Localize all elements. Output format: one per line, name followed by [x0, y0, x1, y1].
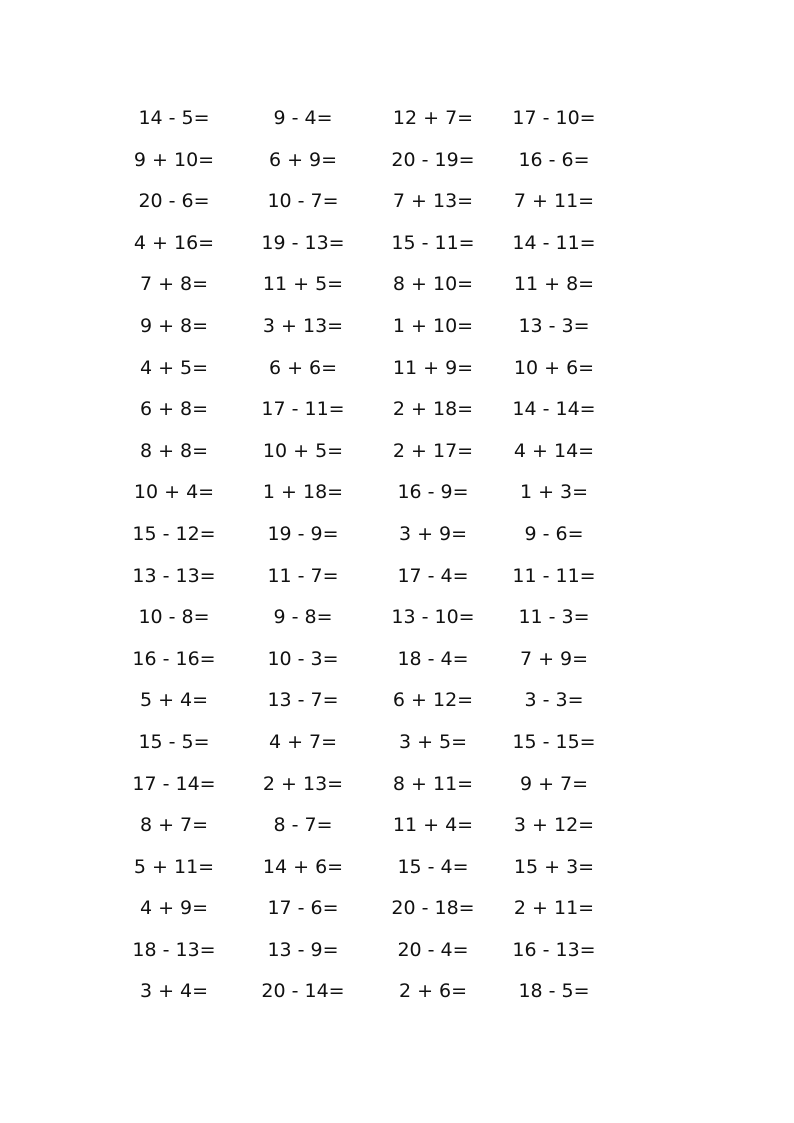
- math-problem: 3 + 5=: [398, 730, 468, 753]
- math-problem: 1 + 18=: [262, 481, 344, 504]
- math-problem: 11 - 7=: [267, 564, 339, 587]
- math-problem: 11 + 4=: [392, 814, 474, 837]
- math-problem: 2 + 6=: [398, 980, 468, 1003]
- math-problem: 11 - 3=: [518, 606, 590, 629]
- math-problem: 9 + 10=: [133, 148, 215, 171]
- math-problem: 17 - 4=: [397, 564, 469, 587]
- math-problem: 3 + 13=: [262, 314, 344, 337]
- math-problem: 16 - 16=: [132, 647, 216, 670]
- math-problem: 16 - 9=: [397, 481, 469, 504]
- math-problem: 18 - 4=: [397, 647, 469, 670]
- math-problem: 13 - 13=: [132, 564, 216, 587]
- math-problem: 15 - 11=: [391, 231, 475, 254]
- math-problem: 8 + 8=: [139, 439, 209, 462]
- math-problem: 17 - 14=: [132, 772, 216, 795]
- math-problem: 2 + 18=: [392, 398, 474, 421]
- math-problem: 14 - 11=: [512, 231, 596, 254]
- math-problem: 2 + 11=: [513, 897, 595, 920]
- math-problem: 1 + 10=: [392, 314, 474, 337]
- math-problem: 14 - 14=: [512, 398, 596, 421]
- math-problem: 4 + 7=: [268, 730, 338, 753]
- math-problem: 11 + 8=: [513, 273, 595, 296]
- math-problem: 7 + 8=: [139, 273, 209, 296]
- math-problem: 3 + 9=: [398, 522, 468, 545]
- math-problem: 9 - 4=: [273, 107, 333, 129]
- math-problem: 7 + 9=: [519, 647, 589, 670]
- math-problem: 14 - 5=: [138, 107, 210, 129]
- math-problem: 6 + 12=: [392, 689, 474, 712]
- math-problem: 15 - 12=: [132, 522, 216, 545]
- math-problem: 3 + 4=: [139, 980, 209, 1003]
- math-problem: 4 + 5=: [139, 356, 209, 379]
- arithmetic-problem-grid: [110, 98, 610, 1013]
- math-problem: 10 - 3=: [267, 647, 339, 670]
- math-problem: 18 - 5=: [518, 980, 590, 1003]
- math-problem: 8 - 7=: [273, 814, 333, 837]
- math-problem: 1 + 3=: [519, 481, 589, 504]
- math-problem: 10 - 8=: [138, 606, 210, 629]
- math-problem: 5 + 11=: [133, 855, 215, 878]
- math-problem: 15 - 4=: [397, 855, 469, 878]
- math-problem: 15 + 3=: [513, 855, 595, 878]
- math-problem: 20 - 19=: [391, 148, 475, 171]
- math-problem: 4 + 14=: [513, 439, 595, 462]
- math-problem: 10 + 5=: [262, 439, 344, 462]
- math-problem: 3 + 12=: [513, 814, 595, 837]
- math-problem: 10 + 4=: [133, 481, 215, 504]
- math-problem: 13 - 9=: [267, 938, 339, 961]
- math-problem: 7 + 13=: [392, 190, 474, 213]
- math-problem: 15 - 15=: [512, 730, 596, 753]
- math-problem: 15 - 5=: [138, 730, 210, 753]
- math-problem: 4 + 16=: [133, 231, 215, 254]
- math-problem: 6 + 6=: [268, 356, 338, 379]
- math-problem: 6 + 8=: [139, 398, 209, 421]
- math-problem: 13 - 7=: [267, 689, 339, 712]
- math-problem: 13 - 3=: [518, 314, 590, 337]
- math-problem: 10 - 7=: [267, 190, 339, 213]
- math-problem: 14 + 6=: [262, 855, 344, 878]
- math-problem: 17 - 10=: [512, 107, 596, 129]
- math-problem: 9 - 8=: [273, 606, 333, 629]
- math-problem: 10 + 6=: [513, 356, 595, 379]
- math-problem: 17 - 11=: [261, 398, 345, 421]
- math-problem: 13 - 10=: [391, 606, 475, 629]
- math-problem: 2 + 17=: [392, 439, 474, 462]
- math-problem: 8 + 7=: [139, 814, 209, 837]
- math-problem: 20 - 18=: [391, 897, 475, 920]
- math-problem: 2 + 13=: [262, 772, 344, 795]
- math-problem: 8 + 10=: [392, 273, 474, 296]
- math-problem: 11 - 11=: [512, 564, 596, 587]
- math-problem: 9 - 6=: [524, 522, 584, 545]
- math-problem: 20 - 4=: [397, 938, 469, 961]
- math-problem: 6 + 9=: [268, 148, 338, 171]
- math-problem: 7 + 11=: [513, 190, 595, 213]
- math-problem: 20 - 6=: [138, 190, 210, 213]
- math-problem: 19 - 13=: [261, 231, 345, 254]
- math-problem: 3 - 3=: [524, 689, 584, 712]
- math-problem: 11 + 9=: [392, 356, 474, 379]
- math-problem: 4 + 9=: [139, 897, 209, 920]
- math-problem: 18 - 13=: [132, 938, 216, 961]
- math-problem: 20 - 14=: [261, 980, 345, 1003]
- math-problem: 9 + 7=: [519, 772, 589, 795]
- math-problem: 12 + 7=: [392, 107, 474, 129]
- math-problem: 16 - 13=: [512, 938, 596, 961]
- math-problem: 16 - 6=: [518, 148, 590, 171]
- math-problem: 5 + 4=: [139, 689, 209, 712]
- math-problem: 19 - 9=: [267, 522, 339, 545]
- math-problem: 9 + 8=: [139, 314, 209, 337]
- math-problem: 8 + 11=: [392, 772, 474, 795]
- math-problem: 11 + 5=: [262, 273, 344, 296]
- math-problem: 17 - 6=: [267, 897, 339, 920]
